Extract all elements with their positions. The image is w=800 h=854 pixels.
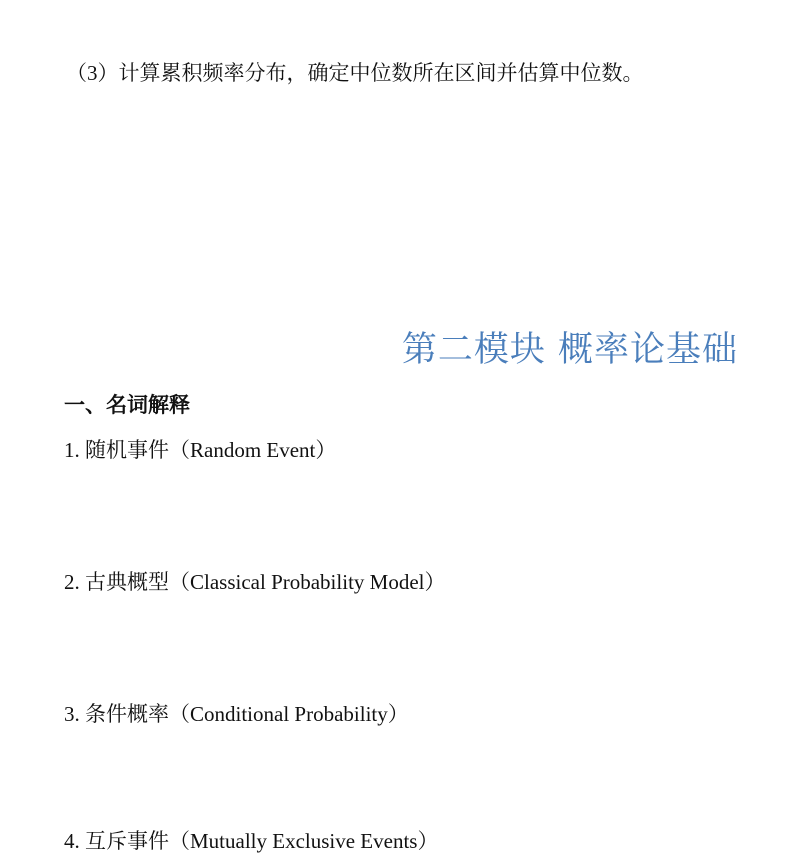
section-heading: 一、名词解释 — [64, 393, 190, 417]
module-title: 第二模块 概率论基础 — [401, 330, 738, 370]
term-item: 3. 条件概率（Conditional Probability） — [64, 702, 409, 726]
term-item: 4. 互斥事件（Mutually Exclusive Events） — [64, 829, 439, 853]
term-item: 1. 随机事件（Random Event） — [64, 438, 337, 462]
question-item-3: （3）计算累积频率分布，确定中位数所在区间并估算中位数。 — [66, 61, 644, 85]
term-item: 2. 古典概型（Classical Probability Model） — [64, 570, 446, 594]
